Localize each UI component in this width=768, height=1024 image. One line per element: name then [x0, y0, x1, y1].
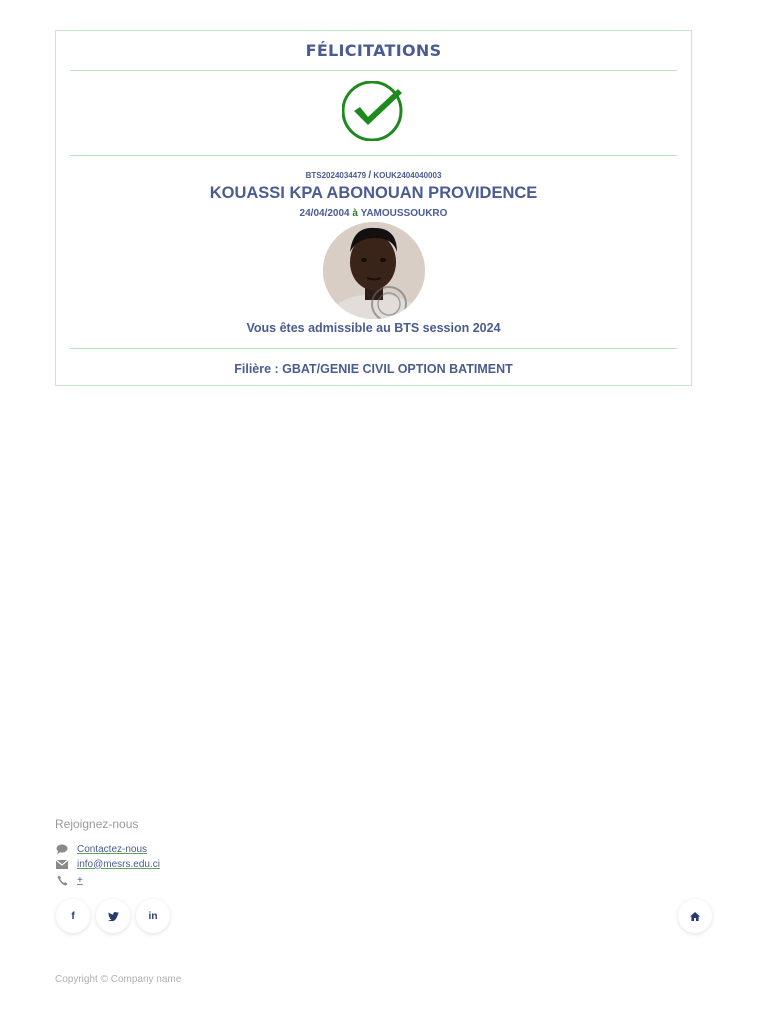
- divider: [70, 155, 677, 156]
- divider: [70, 70, 677, 71]
- home-button[interactable]: [678, 899, 712, 933]
- result-card: [55, 30, 692, 386]
- facebook-button[interactable]: [56, 899, 90, 933]
- divider: [70, 348, 677, 349]
- birth-connector: à: [352, 208, 358, 219]
- student-photo: [323, 222, 425, 319]
- filiere-label: Filière : GBAT/GENIE CIVIL OPTION BATIMENT: [234, 362, 513, 376]
- linkedin-icon: in: [148, 910, 158, 922]
- student-name: KOUASSI KPA ABONOUAN PROVIDENCE: [209, 184, 538, 202]
- twitter-button[interactable]: [96, 899, 130, 933]
- card-title: FÉLICITATIONS: [305, 41, 442, 60]
- birth-date: 24/04/2004: [299, 208, 350, 219]
- copyright-text: Copyright © Company name: [55, 974, 182, 985]
- twitter-icon: [108, 912, 119, 921]
- check-circle-icon: [342, 81, 406, 141]
- check-circle-wrapper: [56, 81, 691, 141]
- facebook-icon: f: [71, 910, 75, 922]
- contact-us-link[interactable]: Contactez-nous: [77, 843, 148, 855]
- linkedin-button[interactable]: [136, 899, 170, 933]
- contact-line-phone: [55, 874, 83, 886]
- id-separator: /: [368, 170, 372, 181]
- student-id-secondary: KOUK2404040003: [373, 171, 442, 180]
- chat-icon: [55, 843, 69, 855]
- student-ids: [56, 170, 691, 181]
- admission-status: Vous êtes admissible au BTS session 2024: [246, 321, 501, 335]
- student-portrait-image: [323, 222, 425, 319]
- contact-line-contact: [55, 843, 147, 855]
- student-id-primary: BTS2024034479: [305, 171, 367, 180]
- home-icon: [690, 912, 700, 921]
- birth-place: YAMOUSSOUKRO: [360, 208, 448, 219]
- phone-icon: [55, 874, 69, 886]
- birth-info: [56, 208, 691, 219]
- contact-line-email: [55, 858, 160, 870]
- envelope-icon: [55, 858, 69, 870]
- phone-link[interactable]: +: [77, 874, 83, 886]
- footer-heading: Rejoignez-nous: [55, 817, 139, 831]
- email-link[interactable]: info@mesrs.edu.ci: [77, 858, 160, 870]
